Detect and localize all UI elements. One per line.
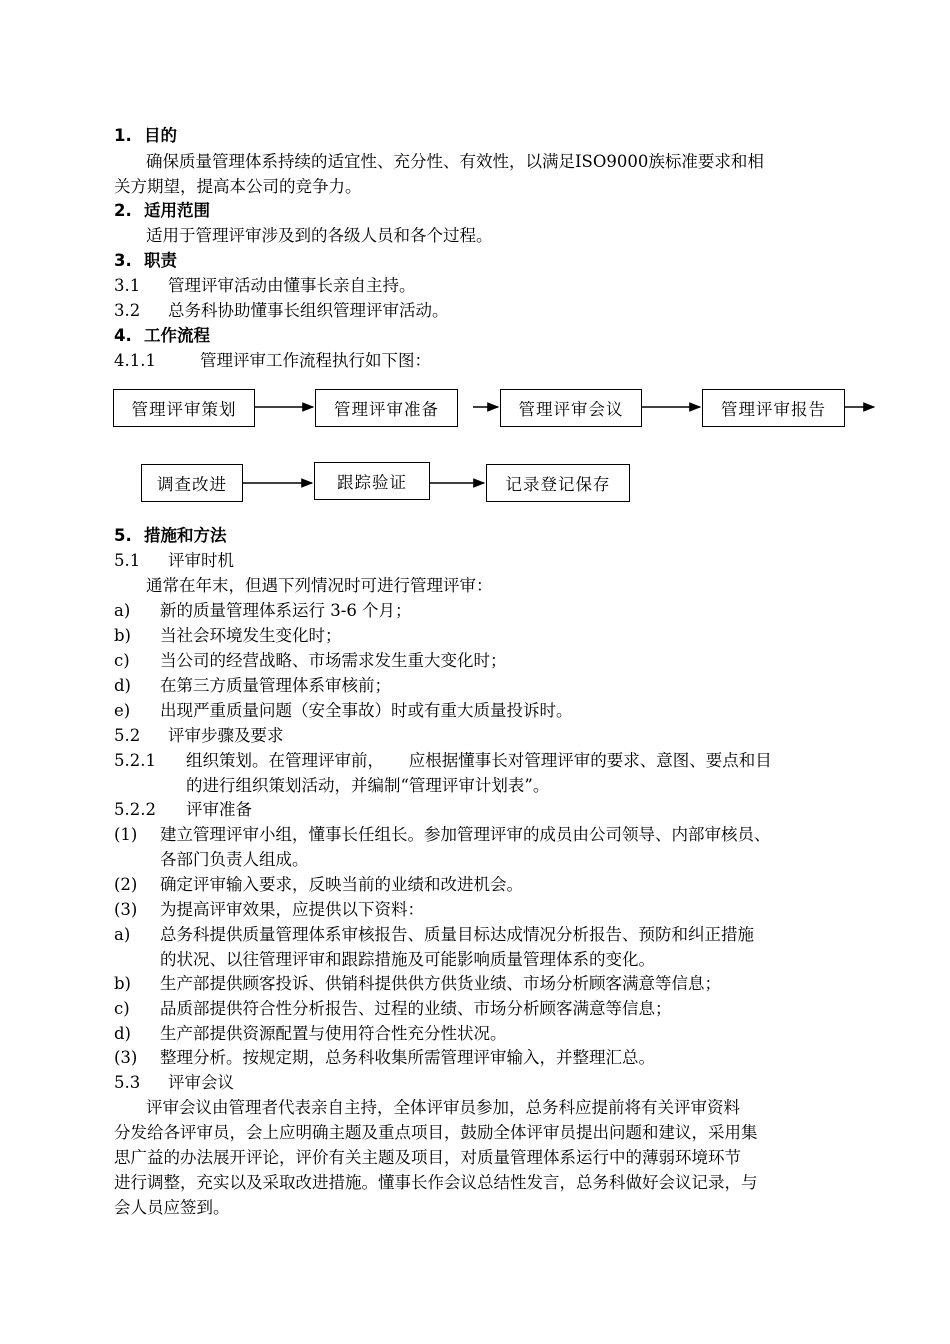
list-item xyxy=(114,649,507,673)
flow-box-report: 管理评审报告 xyxy=(702,389,845,427)
flow-box-verify: 跟踪验证 xyxy=(314,462,430,500)
section-title: 职责 xyxy=(144,251,177,270)
item-marker: c) xyxy=(114,651,130,670)
item-text: 组织策划。在管理评审前， 应根据懂事长对管理评审的要求、意图、要点和目 xyxy=(186,751,772,770)
section-number: 2. xyxy=(114,201,132,220)
paragraph-line: 适用于管理评审涉及到的各级人员和各个过程。 xyxy=(146,226,493,245)
item-text: 总务科提供质量管理体系审核报告、质量目标达成情况分析报告、预防和纠正措施 xyxy=(160,925,754,944)
paragraph-line: 的进行组织策划活动，并编制“管理评审计划表”。 xyxy=(186,776,550,795)
paragraph-line: 关方期望，提高本公司的竞争力。 xyxy=(114,177,362,196)
item-text: 评审会议 xyxy=(168,1073,234,1092)
section-number: 1. xyxy=(114,126,132,145)
section-title: 适用范围 xyxy=(144,201,210,220)
section-title: 措施和方法 xyxy=(144,526,227,545)
item-number: 5.2.2 xyxy=(114,800,156,819)
paragraph-line: 的状况、以往管理评审和跟踪措施及可能影响质量管理体系的变化。 xyxy=(160,950,655,969)
item-text: 评审时机 xyxy=(168,551,234,570)
flow-box-record: 记录登记保存 xyxy=(486,464,630,502)
flow-arrows xyxy=(0,0,950,520)
item-number: 5.2 xyxy=(114,726,141,745)
item-number: 3.2 xyxy=(114,301,141,320)
list-item xyxy=(114,1022,507,1046)
item-marker: d) xyxy=(114,676,131,695)
flow-box-prepare: 管理评审准备 xyxy=(315,389,458,427)
section-5-heading xyxy=(114,524,227,548)
item-marker: a) xyxy=(114,601,131,620)
item-text: 总务科协助懂事长组织管理评审活动。 xyxy=(168,301,449,320)
item-text: 当公司的经营战略、市场需求发生重大变化时； xyxy=(160,651,507,670)
flow-box-improve: 调查改进 xyxy=(141,464,243,502)
paragraph-line: 各部门负责人组成。 xyxy=(160,850,309,869)
item-marker: e) xyxy=(114,701,131,720)
list-item xyxy=(114,873,523,897)
item-marker: c) xyxy=(114,999,130,1018)
item-number: 5.1 xyxy=(114,551,141,570)
item-text: 评审准备 xyxy=(186,800,252,819)
item-number: 5.2.1 xyxy=(114,751,156,770)
item-text: 新的质量管理体系运行 3-6 个月； xyxy=(160,601,412,620)
section-number: 3. xyxy=(114,251,132,270)
subsection-heading xyxy=(114,798,252,822)
paragraph-line: 分发给各评审员，会上应明确主题及重点项目，鼓励全体评审员提出问题和建议，采用集 xyxy=(114,1123,758,1142)
paragraph-line: 评审会议由管理者代表亲自主持，全体评审员参加，总务科应提前将有关评审资料 xyxy=(146,1098,740,1117)
item-text: 管理评审工作流程执行如下图： xyxy=(200,351,431,370)
item-marker: (3) xyxy=(114,900,138,919)
item-text: 管理评审活动由懂事长亲自主持。 xyxy=(168,276,416,295)
list-item xyxy=(114,823,771,847)
subsection-heading xyxy=(114,549,234,573)
item-text: 当社会环境发生变化时； xyxy=(160,626,342,645)
paragraph-line: 思广益的办法展开评论，评价有关主题及项目，对质量管理体系运行中的薄弱环境环节 xyxy=(114,1148,741,1167)
list-item xyxy=(114,749,772,773)
item-text: 评审步骤及要求 xyxy=(168,726,284,745)
paragraph-line: 进行调整，充实以及采取改进措施。懂事长作会议总结性发言，总务科做好会议记录，与 xyxy=(114,1173,758,1192)
item-marker: (1) xyxy=(114,825,138,844)
item-text: 建立管理评审小组，懂事长任组长。参加管理评审的成员由公司领导、内部审核员、 xyxy=(160,825,771,844)
item-number: 4.1.1 xyxy=(114,351,156,370)
item-marker: (3) xyxy=(114,1048,138,1067)
item-text: 生产部提供资源配置与使用符合性充分性状况。 xyxy=(160,1024,507,1043)
list-item xyxy=(114,972,721,996)
list-item xyxy=(114,624,342,648)
item-marker: d) xyxy=(114,1024,131,1043)
subsection-heading xyxy=(114,1071,234,1095)
section-number: 5. xyxy=(114,526,132,545)
item-text: 为提高评审效果，应提供以下资料： xyxy=(160,900,424,919)
item-number: 5.3 xyxy=(114,1073,141,1092)
flow-box-plan: 管理评审策划 xyxy=(113,389,255,427)
item-marker: b) xyxy=(114,626,131,645)
list-item xyxy=(114,923,754,947)
item-text: 出现严重质量问题（安全事故）时或有重大质量投诉时。 xyxy=(160,701,573,720)
list-item xyxy=(114,898,424,922)
section-number: 4. xyxy=(114,326,132,345)
paragraph-line: 会人员应签到。 xyxy=(114,1198,230,1217)
item-text: 品质部提供符合性分析报告、过程的业绩、市场分析顾客满意等信息； xyxy=(160,999,672,1018)
item-marker: b) xyxy=(114,974,131,993)
item-text: 生产部提供顾客投诉、供销科提供供方供货业绩、市场分析顾客满意等信息； xyxy=(160,974,721,993)
item-text: 确定评审输入要求，反映当前的业绩和改进机会。 xyxy=(160,875,523,894)
item-text: 在第三方质量管理体系审核前； xyxy=(160,676,391,695)
subsection-heading xyxy=(114,724,284,748)
list-item xyxy=(114,699,573,723)
list-item xyxy=(114,674,391,698)
flow-box-meeting: 管理评审会议 xyxy=(500,389,642,427)
item-number: 3.1 xyxy=(114,276,141,295)
item-marker: a) xyxy=(114,925,131,944)
paragraph-line: 确保质量管理体系持续的适宜性、充分性、有效性，以满足ISO9000族标准要求和相 xyxy=(146,152,764,171)
list-item xyxy=(114,1046,655,1070)
list-item xyxy=(114,997,672,1021)
item-text: 整理分析。按规定期，总务科收集所需管理评审输入，并整理汇总。 xyxy=(160,1048,655,1067)
paragraph-line: 通常在年末，但遇下列情况时可进行管理评审： xyxy=(146,576,493,595)
section-title: 目的 xyxy=(144,126,177,145)
item-marker: (2) xyxy=(114,875,138,894)
list-item xyxy=(114,599,412,623)
section-title: 工作流程 xyxy=(144,326,210,345)
